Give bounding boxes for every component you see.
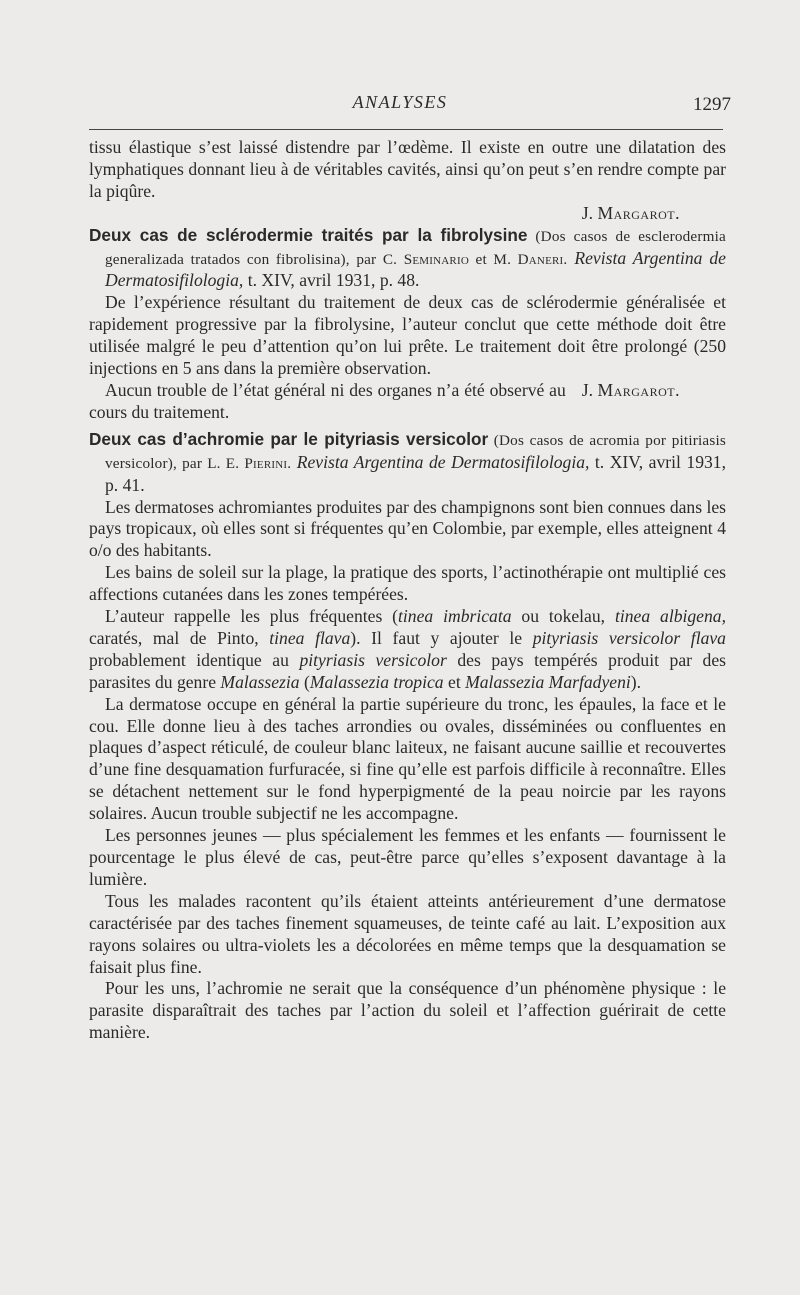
entry1-signature xyxy=(566,380,726,402)
italic-term: tinea imbricata xyxy=(398,606,512,627)
italic-term: Malassezia Marfadyeni xyxy=(465,671,631,692)
signature-initial: J. xyxy=(581,379,598,400)
entry2-ref-end: t. XIV, avril 1931, p. 41. xyxy=(105,451,726,495)
entry1-author2: Daneri. xyxy=(517,250,568,268)
entry2-heading xyxy=(89,429,726,497)
italic-term: Malassezia tropica xyxy=(309,671,444,692)
entry2-ref: (Dos casos de acromia por pitiriasis versicolor), par L. E. xyxy=(105,431,727,472)
entry2-paragraph-5: Les personnes jeunes — plus spécialement les femmes et les enfants — fournissent le pourcentage le plus élevé de cas, peut-être parce qu’elles s’exposent davantage à la lumière. xyxy=(89,825,726,889)
signature-name: Margarot. xyxy=(597,202,680,223)
entry2-paragraph-1: Les dermatoses achromiantes produites par des champignons sont bien connues dans les pays tropicaux, où elles sont si fréquentes qu’en Colombie, par exemple, elles atteignent 4 o/o des habitants. xyxy=(89,496,727,561)
entry2-paragraph-6: Tous les malades racontent qu’ils étaient atteints antérieurement d’une dermatose caractérisée par des taches finement squameuses, de teinte café au lait. L’exposition aux rayons solaires ou ultra-violets les a décolorées en même temps que la desquamation se faisait plus fine. xyxy=(89,890,726,977)
header-rule xyxy=(89,129,723,130)
text-run: ou tokelau, xyxy=(511,606,615,627)
running-head: ANALYSES xyxy=(352,92,448,112)
entry1-title: Deux cas de sclérodermie traités par la fibrolysine xyxy=(89,224,528,245)
entry1-ref-end: t. XIV, avril 1931, p. 48. xyxy=(243,270,420,291)
italic-term: pityriasis versicolor flava xyxy=(532,627,726,648)
page-number: 1297 xyxy=(693,94,731,115)
entry1-heading xyxy=(89,225,726,293)
text-run: ). xyxy=(630,671,642,692)
entry1-ref: (Dos casos de esclerodermia generalizada tratados con fibrolisina), par C. xyxy=(105,227,726,268)
entry1-journal: Revista Argentina de Dermatosifilologia, xyxy=(105,247,726,291)
article-body xyxy=(89,137,726,1044)
text-run: ). Il faut y ajouter le xyxy=(350,627,533,648)
entry2-paragraph-3 xyxy=(89,606,726,694)
entry1-ref-and: et M. xyxy=(468,250,518,268)
text-run: L’auteur rappelle les plus fréquentes ( xyxy=(105,606,399,627)
italic-term: pityriasis versicolor xyxy=(299,649,447,670)
entry2-paragraph-2: Les bains de soleil sur la plage, la pratique des sports, l’actinothérapie ont multiplié ces affections cutanées dans les zones tempérées. xyxy=(89,562,726,605)
intro-paragraph: tissu élastique s’est laissé distendre par l’œdème. Il existe en outre une dilatation des lymphatiques donnant lieu à de véritables cavités, ainsi qu’on peut s’en rendre compte par la piqûre. xyxy=(89,137,726,201)
signature-name: Margarot. xyxy=(597,379,680,400)
italic-term: tinea albigena, xyxy=(614,606,726,627)
entry2-title: Deux cas d’achromie par le pityriasis versicolor xyxy=(89,428,489,449)
italic-term: tinea flava xyxy=(269,627,351,648)
entry1-paragraph-1: De l’expérience résultant du traitement de deux cas de sclérodermie généralisée et rapidement progressive par la fibrolysine, l’auteur conclut que cette méthode doit être utilisée malgré le peu d’attention qu’on lui prête. Le traitement doit être prolongé (250 injections en 5 ans dans la première observation. xyxy=(89,292,726,379)
signature-initial: J. xyxy=(581,202,598,223)
text-run: probablement identique au xyxy=(89,649,300,670)
entry1-paragraph-2-text: Aucun trouble de l’état général ni des organes n’a été observé au cours du traitement. xyxy=(89,379,566,422)
entry2-author: Pierini. xyxy=(244,454,292,472)
text-run: ( xyxy=(299,671,310,692)
entry2-journal: Revista Argentina de Dermatosifilologia, xyxy=(291,451,590,472)
intro-signature xyxy=(89,203,726,225)
text-run: des pays tempérés produit par des parasites du genre xyxy=(89,649,726,692)
entry2-paragraph-4: La dermatose occupe en général la partie supérieure du tronc, les épaules, la face et le cou. Elle donne lieu à des taches arrondies ou ovales, disséminées ou confluentes en plaques d’aspect réticulé, de couleur blanc laiteux, ne faisant aucune saillie et recouvertes d’une fine desquamation furfuracée, si fine qu’elle est parfois difficile à reconnaître. Elles se détachent nettement sur le fond hyperpigmenté de la peau noircie par les rayons solaires. Aucun trouble subjectif ne les accompagne. xyxy=(89,693,726,824)
italic-term: Malassezia xyxy=(220,671,300,692)
entry1-paragraph-2 xyxy=(89,380,726,424)
text-run: et xyxy=(443,671,466,692)
entry2-paragraph-7: Pour les uns, l’achromie ne serait que la conséquence d’un phénomène physique : le parasite disparaîtrait des taches par l’action du soleil et l’affection guérirait de cette manière. xyxy=(89,978,726,1043)
entry1-author1: Seminario xyxy=(403,250,469,268)
text-run: caratés, mal de Pinto, xyxy=(89,627,270,648)
